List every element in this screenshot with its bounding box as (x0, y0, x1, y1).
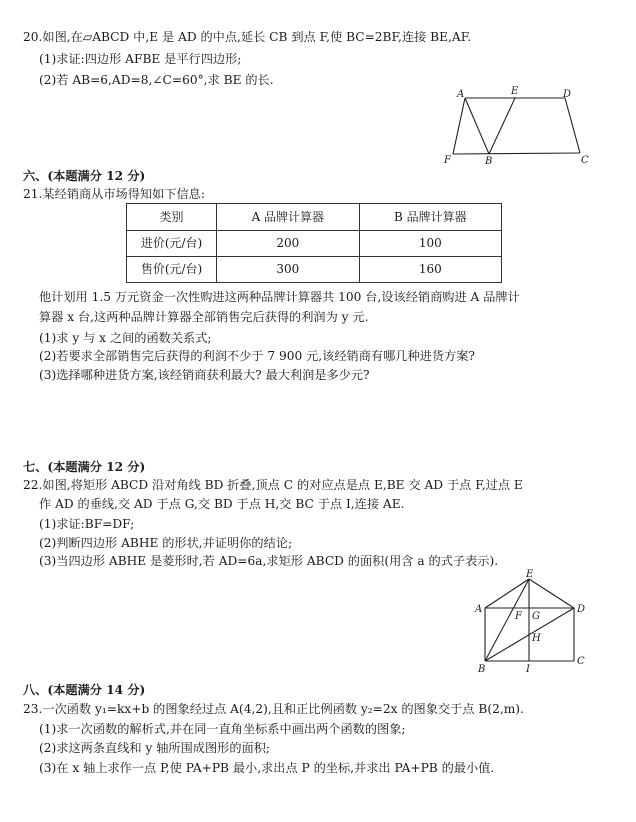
label-A: A (475, 604, 483, 615)
segment-FC (453, 153, 580, 154)
section-6-title: 六、(本题满分 12 分) (23, 169, 146, 183)
table-cell: 200 (217, 231, 359, 257)
table-cell: 300 (217, 257, 359, 283)
label-G: G (532, 611, 540, 622)
table-cell: 进价(元/台) (127, 231, 217, 257)
label-A: A (457, 89, 465, 100)
table-cell: 售价(元/台) (127, 257, 217, 283)
label-E: E (526, 569, 534, 580)
label-E: E (511, 86, 519, 97)
q21-part2: (2)若要求全部销售完后获得的利润不少于 7 900 元,该经销商有哪几种进货方案? (39, 349, 475, 363)
label-C: C (581, 155, 589, 166)
q21-text-line2: 算器 x 台,这两种品牌计算器全部销售完后获得的利润为 y 元. (39, 310, 369, 324)
table-cell: 100 (359, 231, 501, 257)
q21-price-table (126, 203, 502, 283)
q21-part1: (1)求 y 与 x 之间的函数关系式; (39, 331, 212, 345)
label-B: B (478, 664, 486, 675)
q22-part1: (1)求证:BF=DF; (39, 517, 135, 531)
q21-part3: (3)选择哪种进货方案,该经销商获利最大? 最大利润是多少元? (39, 368, 370, 382)
label-H: H (532, 633, 541, 644)
label-C: C (577, 656, 585, 667)
label-I: I (526, 664, 530, 675)
q22-rectangle-figure (470, 568, 600, 682)
q21-text-line1: 他计划用 1.5 万元资金一次性购进这两种品牌计算器共 100 台,设该经销商购进 A 品牌计 (39, 290, 520, 304)
q23-stem: 23.一次函数 y₁=kx+b 的图象经过点 A(4,2),且和正比例函数 y₂=2x 的图象交于点 B(2,m). (23, 702, 524, 716)
q22-part3: (3)当四边形 ABHE 是菱形时,若 AD=6a,求矩形 ABCD 的面积(用含 a 的式子表示). (39, 554, 499, 568)
segment-DC (565, 98, 580, 153)
q21-stem: 21.某经销商从市场得知如下信息: (23, 187, 205, 201)
section-8-title: 八、(本题满分 14 分) (23, 683, 146, 697)
label-D: D (563, 89, 572, 100)
table-header-cell: B 品牌计算器 (359, 204, 501, 231)
segment-AF (453, 98, 465, 154)
q23-part3: (3)在 x 轴上求作一点 P,使 PA+PB 最小,求出点 P 的坐标,并求出 PA+PB 的最小值. (39, 761, 495, 775)
label-D: D (577, 604, 586, 615)
q20-parallelogram-figure (435, 85, 595, 174)
q23-part1: (1)求一次函数的解析式,并在同一直角坐标系中画出两个函数的图象; (39, 722, 406, 736)
table-cell: 160 (359, 257, 501, 283)
q20-part1: (1)求证:四边形 AFBE 是平行四边形; (39, 52, 242, 66)
segment-BE (485, 579, 529, 661)
q22-stem-line1: 22.如图,将矩形 ABCD 沿对角线 BD 折叠,顶点 C 的对应点是点 E,BE 交 AD 于点 F,过点 E (23, 478, 523, 492)
q23-part2: (2)求这两条直线和 y 轴所围成图形的面积; (39, 741, 271, 755)
segment-EB (489, 98, 515, 154)
label-B: B (485, 156, 493, 167)
label-F: F (444, 155, 451, 166)
label-F: F (515, 611, 522, 622)
q20-stem: 20.如图,在▱ABCD 中,E 是 AD 的中点,延长 CB 到点 F,使 BC=2BF,连接 BE,AF. (23, 30, 472, 44)
q20-part2: (2)若 AB=6,AD=8,∠C=60°,求 BE 的长. (39, 73, 274, 87)
table-header-cell: 类别 (127, 204, 217, 231)
table-header-row (127, 204, 502, 231)
q22-stem-line2: 作 AD 的垂线,交 AD 于点 G,交 BD 于点 H,交 BC 于点 I,连接 AE. (39, 497, 405, 511)
table-header-cell: A 品牌计算器 (217, 204, 359, 231)
segment-AE (485, 579, 529, 608)
table-row (127, 231, 502, 257)
segment-ED (529, 579, 574, 608)
table-row (127, 257, 502, 283)
q22-part2: (2)判断四边形 ABHE 的形状,并证明你的结论; (39, 536, 293, 550)
section-7-title: 七、(本题满分 12 分) (23, 460, 146, 474)
segment-AB (465, 98, 489, 154)
